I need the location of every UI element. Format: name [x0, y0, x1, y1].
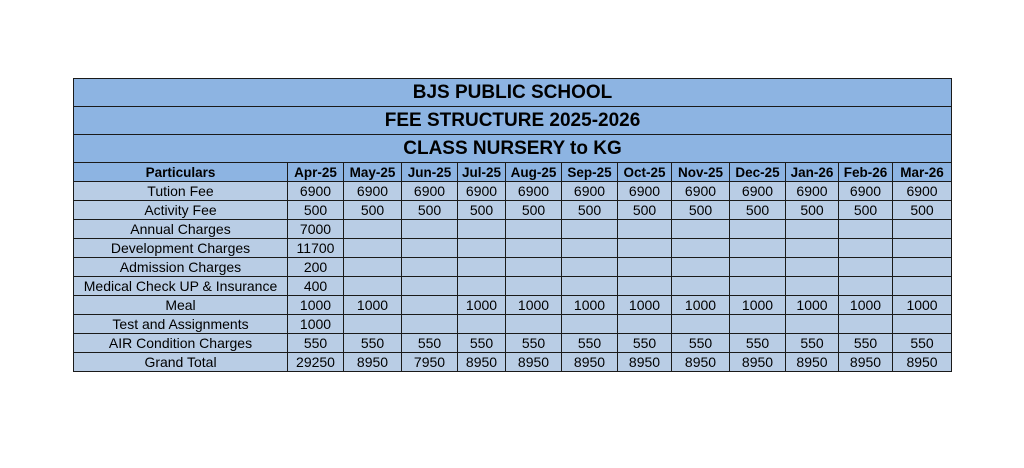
fee-cell: 550: [562, 334, 618, 353]
title-row: [74, 79, 952, 107]
fee-cell: 500: [839, 201, 893, 220]
fee-cell: 500: [730, 201, 786, 220]
fee-cell: [672, 220, 730, 239]
fee-cell: 1000: [506, 296, 562, 315]
fee-cell: 550: [786, 334, 839, 353]
fee-cell: [618, 239, 672, 258]
fee-cell: 550: [344, 334, 402, 353]
row-label: Annual Charges: [74, 220, 288, 239]
class-title: CLASS NURSERY to KG: [74, 135, 952, 163]
table-row: [74, 182, 952, 201]
fee-cell: [786, 239, 839, 258]
fee-cell: 7000: [288, 220, 344, 239]
fee-cell: 1000: [839, 296, 893, 315]
month-header: Sep-25: [562, 163, 618, 182]
fee-cell: 8950: [839, 353, 893, 372]
fee-cell: 500: [672, 201, 730, 220]
fee-cell: [506, 277, 562, 296]
fee-cell: 1000: [672, 296, 730, 315]
fee-cell: 550: [730, 334, 786, 353]
fee-cell: [562, 258, 618, 277]
fee-cell: [893, 315, 952, 334]
fee-cell: [562, 277, 618, 296]
fee-cell: 8950: [506, 353, 562, 372]
fee-cell: 500: [618, 201, 672, 220]
table-row: [74, 258, 952, 277]
fee-cell: 8950: [562, 353, 618, 372]
fee-cell: [730, 258, 786, 277]
fee-cell: 6900: [618, 182, 672, 201]
fee-cell: 6900: [672, 182, 730, 201]
row-label: Admission Charges: [74, 258, 288, 277]
fee-cell: 6900: [839, 182, 893, 201]
fee-cell: [839, 258, 893, 277]
fee-cell: 1000: [562, 296, 618, 315]
fee-cell: 6900: [893, 182, 952, 201]
fee-cell: [786, 315, 839, 334]
fee-cell: [344, 277, 402, 296]
header-row: [74, 163, 952, 182]
fee-structure-table: [73, 78, 952, 372]
fee-cell: 6900: [458, 182, 506, 201]
fee-cell: 500: [893, 201, 952, 220]
month-header: Jan-26: [786, 163, 839, 182]
fee-cell: 8950: [618, 353, 672, 372]
fee-cell: [562, 239, 618, 258]
fee-cell: 6900: [730, 182, 786, 201]
fee-cell: [730, 220, 786, 239]
table-row: [74, 334, 952, 353]
fee-cell: 500: [562, 201, 618, 220]
fee-cell: 500: [402, 201, 458, 220]
month-header: Dec-25: [730, 163, 786, 182]
fee-cell: 1000: [730, 296, 786, 315]
title-row: [74, 107, 952, 135]
fee-cell: 6900: [344, 182, 402, 201]
fee-cell: [730, 277, 786, 296]
fee-cell: 1000: [288, 296, 344, 315]
fee-cell: [893, 239, 952, 258]
fee-cell: 29250: [288, 353, 344, 372]
fee-cell: [893, 220, 952, 239]
fee-cell: [839, 315, 893, 334]
row-label: Medical Check UP & Insurance: [74, 277, 288, 296]
fee-cell: [618, 315, 672, 334]
fee-cell: [402, 239, 458, 258]
fee-cell: [839, 277, 893, 296]
fee-cell: 550: [893, 334, 952, 353]
month-header: Jul-25: [458, 163, 506, 182]
fee-cell: 1000: [618, 296, 672, 315]
row-label: Development Charges: [74, 239, 288, 258]
fee-cell: 500: [786, 201, 839, 220]
fee-cell: [672, 315, 730, 334]
fee-cell: [402, 258, 458, 277]
fee-cell: 550: [458, 334, 506, 353]
fee-cell: [458, 277, 506, 296]
fee-cell: 8950: [893, 353, 952, 372]
fee-cell: [562, 220, 618, 239]
fee-cell: [893, 258, 952, 277]
fee-cell: 500: [506, 201, 562, 220]
fee-cell: 500: [288, 201, 344, 220]
month-header: Oct-25: [618, 163, 672, 182]
month-header: Mar-26: [893, 163, 952, 182]
fee-cell: 1000: [344, 296, 402, 315]
fee-cell: 8950: [344, 353, 402, 372]
fee-cell: 550: [506, 334, 562, 353]
fee-cell: [730, 315, 786, 334]
table-row: [74, 353, 952, 372]
fee-cell: [458, 220, 506, 239]
fee-cell: [506, 315, 562, 334]
fee-structure-title: FEE STRUCTURE 2025-2026: [74, 107, 952, 135]
month-header: Nov-25: [672, 163, 730, 182]
particulars-header: Particulars: [74, 163, 288, 182]
fee-cell: [786, 258, 839, 277]
fee-cell: 400: [288, 277, 344, 296]
fee-cell: 7950: [402, 353, 458, 372]
fee-cell: 1000: [458, 296, 506, 315]
fee-cell: [402, 296, 458, 315]
fee-cell: [672, 277, 730, 296]
fee-cell: [893, 277, 952, 296]
row-label: Activity Fee: [74, 201, 288, 220]
fee-cell: [672, 239, 730, 258]
fee-cell: [618, 258, 672, 277]
fee-cell: [672, 258, 730, 277]
fee-cell: [839, 239, 893, 258]
fee-cell: 6900: [562, 182, 618, 201]
fee-cell: 550: [839, 334, 893, 353]
fee-cell: [458, 315, 506, 334]
month-header: Apr-25: [288, 163, 344, 182]
fee-cell: 6900: [506, 182, 562, 201]
table-row: [74, 296, 952, 315]
table-row: [74, 239, 952, 258]
fee-cell: [506, 239, 562, 258]
row-label: Grand Total: [74, 353, 288, 372]
table-row: [74, 220, 952, 239]
fee-cell: 8950: [730, 353, 786, 372]
fee-cell: 11700: [288, 239, 344, 258]
fee-cell: 200: [288, 258, 344, 277]
table-row: [74, 315, 952, 334]
fee-cell: 550: [618, 334, 672, 353]
fee-cell: [402, 315, 458, 334]
fee-cell: 500: [458, 201, 506, 220]
fee-cell: 6900: [786, 182, 839, 201]
row-label: AIR Condition Charges: [74, 334, 288, 353]
row-label: Meal: [74, 296, 288, 315]
fee-cell: [618, 277, 672, 296]
fee-cell: 8950: [786, 353, 839, 372]
month-header: Jun-25: [402, 163, 458, 182]
fee-cell: 6900: [288, 182, 344, 201]
fee-cell: 8950: [672, 353, 730, 372]
fee-cell: 6900: [402, 182, 458, 201]
fee-cell: 550: [672, 334, 730, 353]
fee-cell: [402, 220, 458, 239]
fee-cell: [506, 258, 562, 277]
fee-cell: 550: [288, 334, 344, 353]
fee-cell: 500: [344, 201, 402, 220]
fee-cell: [402, 277, 458, 296]
month-header: May-25: [344, 163, 402, 182]
fee-cell: [730, 239, 786, 258]
fee-cell: [506, 220, 562, 239]
fee-cell: [458, 239, 506, 258]
fee-cell: [344, 258, 402, 277]
fee-cell: 1000: [288, 315, 344, 334]
row-label: Tution Fee: [74, 182, 288, 201]
table-row: [74, 201, 952, 220]
fee-cell: [562, 315, 618, 334]
fee-cell: 550: [402, 334, 458, 353]
fee-cell: 8950: [458, 353, 506, 372]
fee-cell: [786, 220, 839, 239]
fee-cell: [344, 220, 402, 239]
fee-cell: [839, 220, 893, 239]
row-label: Test and Assignments: [74, 315, 288, 334]
fee-cell: 1000: [893, 296, 952, 315]
month-header: Feb-26: [839, 163, 893, 182]
title-row: [74, 135, 952, 163]
fee-cell: [344, 315, 402, 334]
fee-cell: [344, 239, 402, 258]
school-name: BJS PUBLIC SCHOOL: [74, 79, 952, 107]
fee-cell: [458, 258, 506, 277]
fee-cell: 1000: [786, 296, 839, 315]
fee-cell: [786, 277, 839, 296]
month-header: Aug-25: [506, 163, 562, 182]
table-row: [74, 277, 952, 296]
fee-cell: [618, 220, 672, 239]
